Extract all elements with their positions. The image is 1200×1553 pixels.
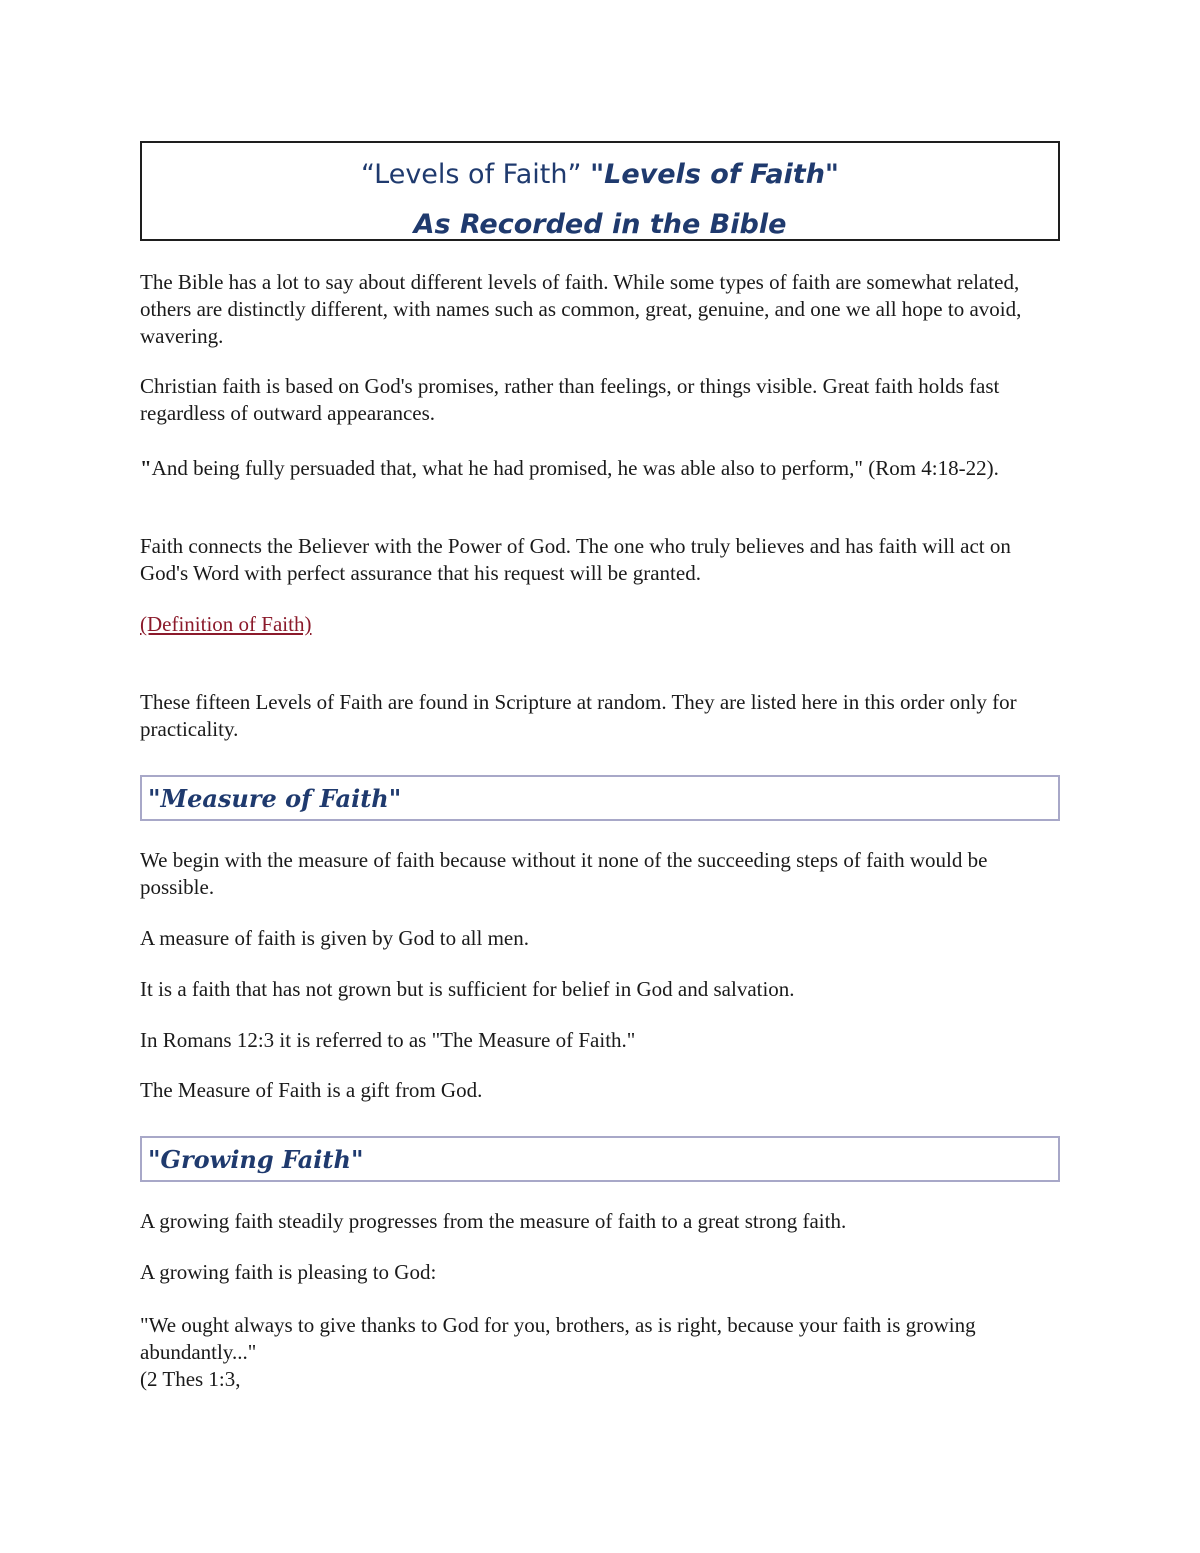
section-paragraph: In Romans 12:3 it is referred to as "The Measure of Faith."	[140, 1028, 636, 1052]
intro-paragraph-4: Faith connects the Believer with the Power of God. The one who truly believes and has faith will act on God's Word with perfect assurance that his request will be granted.	[140, 534, 1011, 585]
section-paragraph: It is a faith that has not grown but is sufficient for belief in God and salvation.	[140, 977, 795, 1001]
section-paragraph: A growing faith is pleasing to God:	[140, 1260, 437, 1284]
section-title: "Growing Faith"	[148, 1144, 364, 1174]
scripture-quote-rom-4	[140, 455, 1060, 482]
scripture-quote-2-thes: "We ought always to give thanks to God for you, brothers, as is right, because your faith is growing abundantly..."	[140, 1313, 976, 1364]
section-header-growing-faith	[140, 1136, 1060, 1182]
section-paragraph: A growing faith steadily progresses from the measure of faith to a great strong faith.	[140, 1209, 847, 1233]
document-title	[142, 157, 1058, 193]
section-title: "Measure of Faith"	[148, 783, 402, 813]
intro-paragraph-1: The Bible has a lot to say about different levels of faith. While some types of faith are somewhat related, others are distinctly different, with names such as common, great, genuine, and one we all hope to avoid, wavering.	[140, 270, 1022, 348]
section-paragraph: We begin with the measure of faith because without it none of the succeeding steps of faith would be possible.	[140, 848, 988, 899]
title-part-2: "Levels of Faith"	[590, 159, 839, 190]
definition-link-paragraph	[140, 611, 1060, 638]
section-paragraph: A measure of faith is given by God to all men.	[140, 926, 530, 950]
intro-paragraph-5: These fifteen Levels of Faith are found in Scripture at random. They are listed here in this order only for practicality.	[140, 690, 1017, 741]
section-paragraph: The Measure of Faith is a gift from God.	[140, 1078, 483, 1102]
title-box	[140, 141, 1060, 241]
intro-paragraph-2: Christian faith is based on God's promises, rather than feelings, or things visible. Great faith holds fast regardless of outward appearances.	[140, 374, 1000, 425]
section-header-measure-of-faith	[140, 775, 1060, 821]
definition-of-faith-link[interactable]: (Definition of Faith)	[140, 612, 312, 636]
quote-text: And being fully persuaded that, what he had promised, he was able also to perform," (Rom 4:18-22).	[151, 456, 999, 480]
title-part-1: “Levels of Faith”	[360, 159, 582, 190]
document-subtitle: As Recorded in the Bible	[413, 209, 787, 240]
scripture-reference: (2 Thes 1:3,	[140, 1367, 241, 1391]
quote-mark: "	[140, 456, 152, 480]
